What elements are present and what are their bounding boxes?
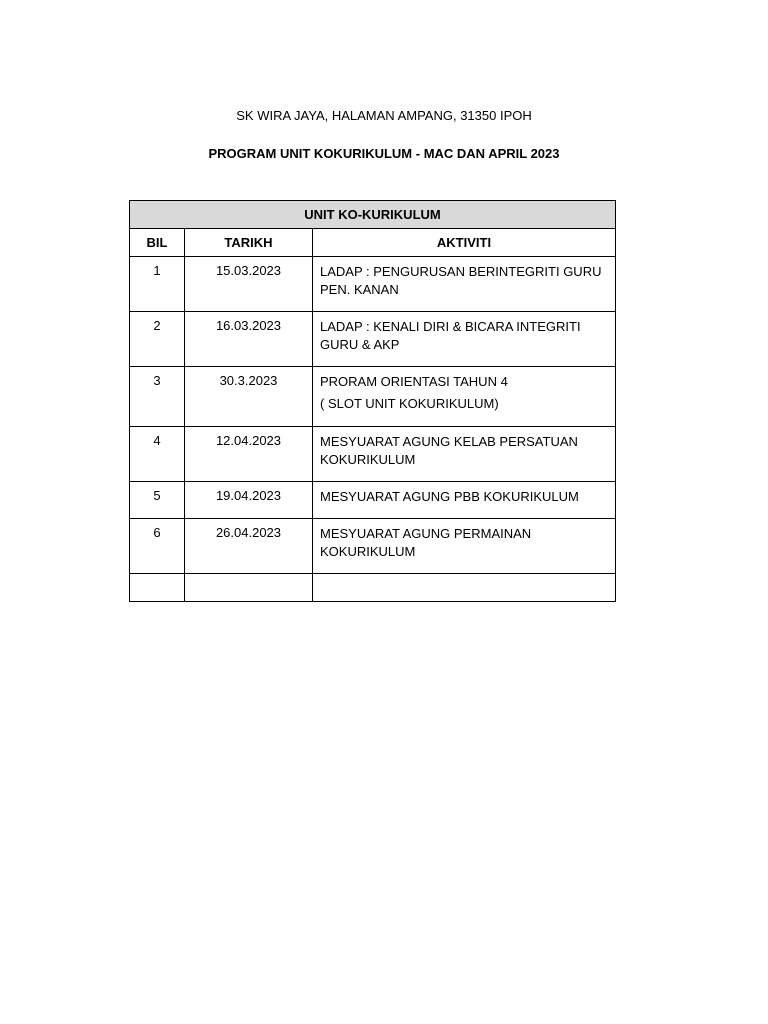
aktiviti-cell [313, 367, 616, 427]
tarikh-cell: 19.04.2023 [185, 482, 313, 519]
column-header-tarikh: TARIKH [185, 229, 313, 257]
bil-cell: 6 [130, 519, 185, 574]
aktiviti-cell: LADAP : KENALI DIRI & BICARA INTEGRITI GURU & AKP [313, 312, 616, 367]
bil-cell: 5 [130, 482, 185, 519]
column-header-aktiviti: AKTIVITI [313, 229, 616, 257]
tarikh-cell [185, 574, 313, 602]
tarikh-cell: 30.3.2023 [185, 367, 313, 427]
aktiviti-text: PRORAM ORIENTASI TAHUN 4 [320, 374, 508, 389]
bil-cell: 3 [130, 367, 185, 427]
table-row [130, 482, 616, 519]
table-row-empty [130, 574, 616, 602]
aktiviti-subtext: ( SLOT UNIT KOKURIKULUM) [320, 396, 499, 411]
tarikh-cell: 15.03.2023 [185, 257, 313, 312]
tarikh-cell: 16.03.2023 [185, 312, 313, 367]
tarikh-cell: 12.04.2023 [185, 427, 313, 482]
aktiviti-cell [313, 574, 616, 602]
tarikh-cell: 26.04.2023 [185, 519, 313, 574]
aktiviti-cell: MESYUARAT AGUNG PERMAINAN KOKURIKULUM [313, 519, 616, 574]
program-title: PROGRAM UNIT KOKURIKULUM - MAC DAN APRIL 2023 [208, 146, 560, 161]
bil-cell [130, 574, 185, 602]
school-address: SK WIRA JAYA, HALAMAN AMPANG, 31350 IPOH [236, 108, 532, 123]
table-row [130, 367, 616, 427]
bil-cell: 4 [130, 427, 185, 482]
aktiviti-cell: MESYUARAT AGUNG KELAB PERSATUAN KOKURIKULUM [313, 427, 616, 482]
table-row [130, 519, 616, 574]
table-row [130, 427, 616, 482]
bil-cell: 1 [130, 257, 185, 312]
aktiviti-cell: MESYUARAT AGUNG PBB KOKURIKULUM [313, 482, 616, 519]
schedule-table [129, 200, 616, 602]
column-header-row [130, 229, 616, 257]
unit-header-row [130, 201, 616, 229]
unit-title: UNIT KO-KURIKULUM [130, 201, 616, 229]
bil-cell: 2 [130, 312, 185, 367]
aktiviti-cell: LADAP : PENGURUSAN BERINTEGRITI GURU PEN. KANAN [313, 257, 616, 312]
table-row [130, 257, 616, 312]
column-header-bil: BIL [130, 229, 185, 257]
table-row [130, 312, 616, 367]
